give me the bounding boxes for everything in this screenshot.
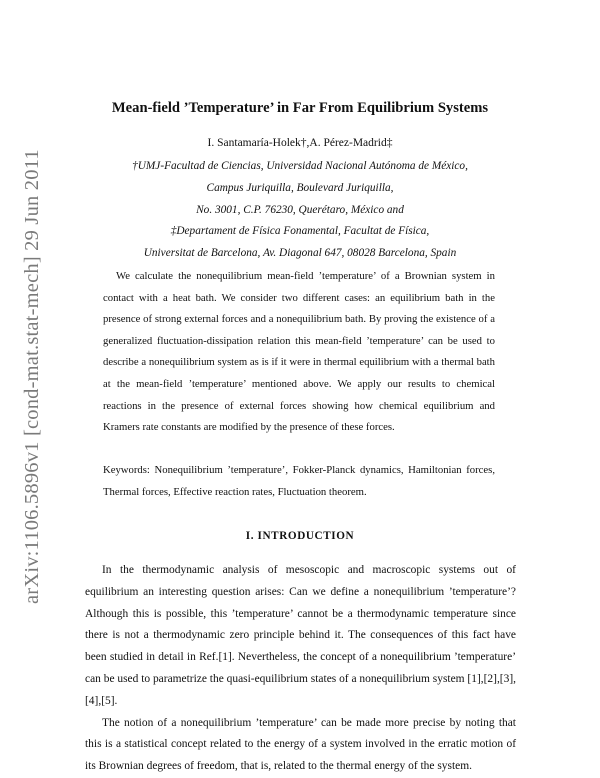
abstract-text: We calculate the nonequilibrium mean-field ’temperature’ of a Brownian system in contact with a heat bath. We consider two different cases: an equilibrium bath in the presence of strong external forces and a nonequilibrium bath. By proving the existence of a generalized fluctuation-dissipation relation this mean-field ’temperature’ can be used to describe a nonequilibrium system as is if it were in thermal equilibrium with a thermal bath at the mean-field ’temperature’ mentioned above. We apply our results to chemical reactions in the presence of external forces showing how chemical equilibrium and Kramers rate constants are modified by the presence of these forces. xyxy=(103,270,495,434)
affiliation-line: No. 3001, C.P. 76230, Querétaro, México and xyxy=(196,204,404,216)
abstract xyxy=(103,266,495,439)
paper-title: Mean-field ’Temperature’ in Far From Equilibrium Systems xyxy=(111,100,489,116)
keywords: Keywords: Nonequilibrium ’temperature’, Fokker-Planck dynamics, Hamiltonian forces, Thermal forces, Effective reaction rates, Fluctuation theorem. xyxy=(103,464,495,498)
body-paragraph: The notion of a nonequilibrium ’temperature’ can be made more precise by noting that this is a statistical concept related to the energy of a system involved in the erratic motion of its Brownian degrees of freedom, that is, related to the thermal energy of the system. xyxy=(85,716,516,773)
section-heading: I. INTRODUCTION xyxy=(245,530,355,542)
author-list: I. Santamaría-Holek†,A. Pérez-Madrid‡ xyxy=(207,137,393,149)
affiliation-line: †UMJ-Facultad de Ciencias, Universidad Nacional Autónoma de México, xyxy=(132,160,468,172)
body-paragraph: In the thermodynamic analysis of mesoscopic and macroscopic systems out of equilibrium an interesting question arises: Can we define a nonequilibrium ’temperature’? Although this is possible, this ’temperature’ cannot be a thermodynamic temperature since there is not a thermodynamic zero principle behind it. The consequences of this fact have been studied in detail in Ref.[1]. Nevertheless, the concept of a nonequilibrium ’temperature’ can be used to parametrize the quasi-equilibrium states of a nonequilibrium system [1],[2],[3],[4],[5]. xyxy=(85,564,517,707)
section-body xyxy=(85,560,516,778)
arxiv-identifier: arXiv:1106.5896v1 [cond-mat.stat-mech] 29 Jun 2011 xyxy=(21,149,43,604)
affiliation-line: ‡Departament de Física Fonamental, Facultat de Física, xyxy=(170,225,430,237)
affiliation-line: Campus Juriquilla, Boulevard Juriquilla, xyxy=(206,182,394,194)
affiliation-line: Universitat de Barcelona, Av. Diagonal 647, 08028 Barcelona, Spain xyxy=(143,247,457,259)
